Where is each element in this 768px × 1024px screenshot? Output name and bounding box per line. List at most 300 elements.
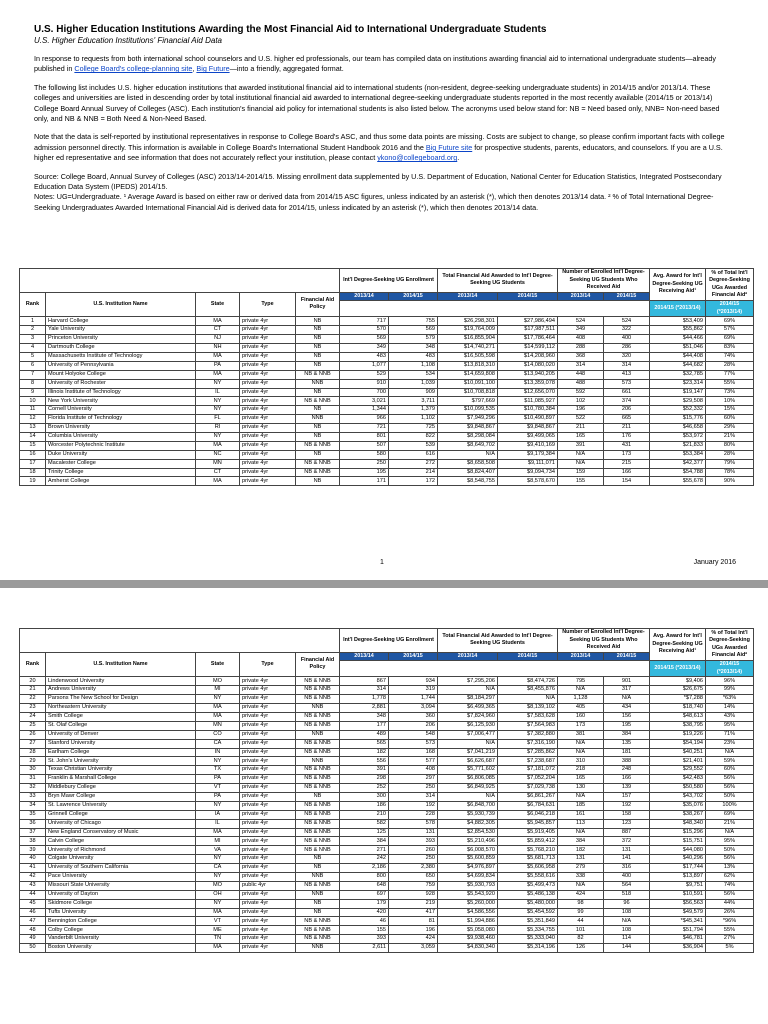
num-aided-2013-cell: 98 [558,899,604,908]
enrollment-2014-cell: 1,102 [389,415,438,424]
num-aided-2013-cell: 126 [558,944,604,953]
table-row [20,441,754,450]
num-aided-2013-cell: 99 [558,908,604,917]
policy-cell: NB [296,361,340,370]
avg-award-cell: $19,226 [650,730,706,739]
num-aided-2013-cell: 182 [558,846,604,855]
total-aid-2013-cell: $9,938,460 [438,935,498,944]
enrollment-2014-cell: 250 [389,855,438,864]
total-aid-2013-cell: $16,855,904 [438,335,498,344]
enrollment-2013-cell: 489 [340,730,389,739]
policy-cell: NB & NNB [296,468,340,477]
policy-cell: NB [296,792,340,801]
total-aid-2014-cell: $8,474,726 [498,677,558,686]
rank-cell: 37 [20,828,46,837]
state-cell: OH [196,890,240,899]
rank-cell: 44 [20,890,46,899]
total-aid-2013-cell: $6,806,085 [438,775,498,784]
enrollment-2013-cell: 529 [340,370,389,379]
pct-aided-header: % of Total Int'l Degree-Seeking UGs Awarded Financial Aid² [706,269,754,301]
total-aid-2014-cell: $6,861,267 [498,792,558,801]
institution-name-cell: Bryn Mawr College [46,792,196,801]
num-aided-2014-cell: 374 [604,397,650,406]
type-cell: private 4yr [240,792,296,801]
intro-text: —into a friendly, aggregated format. [229,64,344,74]
state-cell: CA [196,864,240,873]
type-cell: private 4yr [240,855,296,864]
state-cell: NY [196,379,240,388]
state-cell: NH [196,344,240,353]
table-row [20,828,754,837]
state-cell: CT [196,468,240,477]
enrollment-2014-cell: 81 [389,917,438,926]
table-row [20,686,754,695]
avg-award-cell: $49,579 [650,908,706,917]
rank-cell: 22 [20,695,46,704]
num-aided-2014-cell: 123 [604,819,650,828]
num-aided-2014-cell: 316 [604,864,650,873]
table-row [20,450,754,459]
institution-name-cell: Vanderbilt University [46,935,196,944]
type-cell: private 4yr [240,704,296,713]
rank-cell: 18 [20,468,46,477]
year-header: 2014/15 [498,292,558,301]
num-aided-2013-cell: 384 [558,837,604,846]
total-aid-2014-cell: $5,558,616 [498,872,558,881]
enrollment-2013-cell: 569 [340,335,389,344]
pct-aided-cell: N/A [706,748,754,757]
num-aided-2014-cell: 320 [604,352,650,361]
total-aid-2013-cell: $6,848,700 [438,801,498,810]
num-aided-2014-cell: 372 [604,837,650,846]
state-cell: MN [196,721,240,730]
table-row [20,908,754,917]
state-cell: PA [196,361,240,370]
rank-cell: 31 [20,775,46,784]
total-aid-2013-cell: $8,658,508 [438,459,498,468]
enrollment-2014-cell: 214 [389,468,438,477]
enrollment-2014-cell: 168 [389,748,438,757]
total-aid-2014-cell: $8,455,876 [498,686,558,695]
type-cell: private 4yr [240,908,296,917]
rank-cell: 16 [20,450,46,459]
avg-award-cell: $9,406 [650,677,706,686]
year-header: 2014/15 (*2013/14) [706,301,754,317]
total-aid-2013-cell: $4,882,305 [438,819,498,828]
enrollment-2013-cell: 252 [340,784,389,793]
policy-header: Financial Aid Policy [296,292,340,317]
enrollment-2014-cell: 297 [389,775,438,784]
num-aided-2014-cell: 166 [604,468,650,477]
avg-award-cell: $52,332 [650,406,706,415]
total-aid-2014-cell: $5,486,138 [498,890,558,899]
enrollment-2013-cell: 171 [340,477,389,486]
table-row [20,926,754,935]
enrollment-2014-cell: 250 [389,784,438,793]
state-cell: NY [196,432,240,441]
total-aid-2013-cell: N/A [438,792,498,801]
state-cell: NY [196,855,240,864]
state-cell: MA [196,441,240,450]
avg-award-cell: $35,076 [650,801,706,810]
policy-cell: NB [296,432,340,441]
institution-name-cell: Pace University [46,872,196,881]
total-aid-2014-cell: $7,181,072 [498,766,558,775]
num-aided-2013-cell: 185 [558,801,604,810]
total-aid-2014-cell: $5,768,210 [498,846,558,855]
num-aided-2014-cell: 206 [604,406,650,415]
policy-cell: NB [296,317,340,326]
total-aid-2014-cell: N/A [498,695,558,704]
policy-cell: NB & NNB [296,721,340,730]
pct-aided-cell: 50% [706,846,754,855]
policy-cell: NB & NNB [296,828,340,837]
table-row [20,855,754,864]
enrollment-2013-cell: 867 [340,677,389,686]
enrollment-2014-cell: 755 [389,317,438,326]
table-row [20,739,754,748]
rank-cell: 50 [20,944,46,953]
total-aid-2014-cell: $5,314,196 [498,944,558,953]
institution-name-cell: Texas Christian University [46,766,196,775]
policy-cell: NNB [296,890,340,899]
type-cell: private 4yr [240,441,296,450]
type-cell: private 4yr [240,424,296,433]
enrollment-2014-cell: 1,039 [389,379,438,388]
num-aided-2013-cell: 44 [558,917,604,926]
total-aid-2013-cell: $7,006,477 [438,730,498,739]
policy-cell: NB & NNB [296,837,340,846]
enrollment-2013-cell: 155 [340,926,389,935]
type-cell: private 4yr [240,326,296,335]
num-aided-2014-cell: 173 [604,450,650,459]
num-aided-2014-cell: 431 [604,441,650,450]
avg-award-cell: $51,046 [650,344,706,353]
enrollment-2014-cell: 579 [389,335,438,344]
pct-aided-cell: 71% [706,730,754,739]
num-aided-2014-cell: 573 [604,379,650,388]
avg-award-cell: $23,314 [650,379,706,388]
big-future-link[interactable]: Big Future [196,64,230,74]
pct-aided-cell: *63% [706,695,754,704]
table-row [20,317,754,326]
state-cell: MA [196,352,240,361]
table-row [20,432,754,441]
enrollment-2013-cell: 242 [340,855,389,864]
source-note: Source: College Board, Annual Survey of Colleges (ASC) 2013/14-2014/15. Missing enrollment data supplemented by U.S. Department of Education, National Center for Education Statistics, Integrated Postsecondary Education Data System (IPEDS) 2014/15. [34,171,722,192]
num-aided-2013-cell: 368 [558,352,604,361]
institution-name-cell: New York University [46,397,196,406]
institution-name-cell: St. Lawrence University [46,801,196,810]
rank-cell: 28 [20,748,46,757]
table-row [20,406,754,415]
institution-name-cell: Yale University [46,326,196,335]
intro-text: . [457,153,460,163]
pct-aided-cell: 83% [706,344,754,353]
total-aid-2014-cell: $5,334,755 [498,926,558,935]
type-cell: private 4yr [240,810,296,819]
pct-aided-cell: 69% [706,810,754,819]
enrollment-2013-cell: 580 [340,450,389,459]
year-header: 2014/15 [604,652,650,661]
rank-cell: 3 [20,335,46,344]
enrollment-2013-cell: 721 [340,424,389,433]
policy-cell: NB & NNB [296,397,340,406]
policy-cell: NB & NNB [296,801,340,810]
total-aid-2013-cell: $8,298,084 [438,432,498,441]
total-aid-2013-cell: $6,849,925 [438,784,498,793]
total-aid-2014-cell: $7,238,687 [498,757,558,766]
table-row [20,775,754,784]
policy-cell: NB [296,899,340,908]
spacer [340,301,650,317]
enrollment-header: Int'l Degree-Seeking UG Enrollment [340,269,438,293]
enrollment-2013-cell: 700 [340,388,389,397]
pct-aided-cell: 26% [706,908,754,917]
pct-aided-cell: 100% [706,801,754,810]
total-aid-2014-cell: $5,454,592 [498,908,558,917]
total-aid-2013-cell: $5,771,602 [438,766,498,775]
policy-cell: NB & NNB [296,739,340,748]
institution-name-cell: Andrews University [46,686,196,695]
avg-award-header: Avg. Award for Int'l Degree-Seeking UG Receiving Aid¹ [650,629,706,661]
table-row [20,388,754,397]
num-aided-2014-cell: 314 [604,361,650,370]
pct-aided-cell: 15% [706,406,754,415]
num-aided-2014-cell: 887 [604,828,650,837]
policy-cell: NNB [296,944,340,953]
year-header: 2013/14 [438,652,498,661]
num-aided-2014-cell: 139 [604,784,650,793]
type-cell: private 4yr [240,477,296,486]
total-aid-2014-cell: $14,080,020 [498,361,558,370]
pct-aided-cell: 21% [706,819,754,828]
table-row [20,846,754,855]
total-aid-2014-cell: $10,780,384 [498,406,558,415]
enrollment-2014-cell: 1,744 [389,695,438,704]
enrollment-2014-cell: 578 [389,819,438,828]
num-aided-2014-cell: 108 [604,926,650,935]
pct-aided-cell: 77% [706,370,754,379]
rank-cell: 1 [20,317,46,326]
table-row [20,899,754,908]
num-aided-2013-cell: 130 [558,784,604,793]
state-cell: VT [196,784,240,793]
rank-cell: 27 [20,739,46,748]
name-header: U.S. Institution Name [46,652,196,677]
total-aid-2014-cell: $9,094,734 [498,468,558,477]
pct-aided-cell: 28% [706,361,754,370]
pct-aided-cell: 69% [706,335,754,344]
enrollment-2013-cell: 1,778 [340,695,389,704]
rank-cell: 10 [20,397,46,406]
year-header: 2014/15 (*2013/14) [706,661,754,677]
table-row [20,370,754,379]
state-cell: NY [196,406,240,415]
num-aided-2014-cell: 144 [604,944,650,953]
num-aided-2014-cell: 388 [604,757,650,766]
total-aid-2014-cell: $7,382,880 [498,730,558,739]
type-cell: private 4yr [240,721,296,730]
year-header: 2013/14 [558,292,604,301]
pct-aided-cell: 50% [706,792,754,801]
pct-aided-cell: 79% [706,459,754,468]
total-aid-2014-cell: $7,285,862 [498,748,558,757]
enrollment-2014-cell: 534 [389,370,438,379]
type-cell: private 4yr [240,926,296,935]
type-cell: private 4yr [240,415,296,424]
enrollment-2013-cell: 565 [340,739,389,748]
pct-aided-cell: 5% [706,944,754,953]
year-header: 2014/15 [389,652,438,661]
pct-aided-cell: 60% [706,766,754,775]
avg-award-cell: $55,862 [650,326,706,335]
rank-cell: 39 [20,846,46,855]
spacer [340,661,650,677]
policy-cell: NB & NNB [296,459,340,468]
enrollment-2013-cell: 1,077 [340,361,389,370]
total-aid-2014-cell: $5,681,713 [498,855,558,864]
blank-header [20,629,340,653]
pct-aided-cell: 28% [706,450,754,459]
num-aided-2013-cell: 161 [558,810,604,819]
enrollment-2013-cell: 46 [340,917,389,926]
state-header: State [196,652,240,677]
num-aided-2014-cell: 154 [604,477,650,486]
total-aid-2013-cell: $7,824,960 [438,712,498,721]
type-cell: private 4yr [240,352,296,361]
type-cell: private 4yr [240,730,296,739]
type-cell: private 4yr [240,317,296,326]
rank-cell: 25 [20,721,46,730]
avg-award-cell: $10,591 [650,890,706,899]
num-aided-2014-cell: 135 [604,739,650,748]
rank-cell: 47 [20,917,46,926]
institution-name-cell: Dartmouth College [46,344,196,353]
big-future-site-link[interactable]: Big Future site [425,142,473,152]
total-aid-2013-cell: $5,930,793 [438,881,498,890]
state-cell: MA [196,712,240,721]
enrollment-2013-cell: 177 [340,721,389,730]
pct-aided-cell: 27% [706,935,754,944]
enrollment-2014-cell: 393 [389,837,438,846]
total-aid-2014-cell: $5,333,040 [498,935,558,944]
table-row [20,784,754,793]
enrollment-2013-cell: 2,611 [340,944,389,953]
total-aid-2014-cell: $7,564,983 [498,721,558,730]
institution-name-cell: Harvard College [46,317,196,326]
num-aided-2014-cell: 286 [604,344,650,353]
pct-aided-cell: 60% [706,415,754,424]
num-aided-2013-cell: 310 [558,757,604,766]
avg-award-cell: $29,508 [650,397,706,406]
enrollment-2013-cell: 556 [340,757,389,766]
rank-header: Rank [20,292,46,317]
enrollment-2013-cell: 483 [340,352,389,361]
table-row [20,837,754,846]
total-aid-2013-cell: $9,848,867 [438,424,498,433]
num-aided-2014-cell: 176 [604,432,650,441]
type-cell: private 4yr [240,739,296,748]
pct-aided-cell: 95% [706,837,754,846]
pct-aided-cell: 99% [706,686,754,695]
enrollment-2014-cell: 3,059 [389,944,438,953]
enrollment-2013-cell: 210 [340,810,389,819]
page-date: January 2016 [693,559,736,566]
year-header: 2014/15 (*2013/14) [650,661,706,677]
contact-email-link[interactable]: ykono@collegeboard.org [377,153,458,163]
pct-aided-cell: 56% [706,775,754,784]
type-cell: private 4yr [240,864,296,873]
avg-award-cell: $54,788 [650,468,706,477]
enrollment-2013-cell: 125 [340,828,389,837]
year-header: 2013/14 [340,292,389,301]
enrollment-2014-cell: 548 [389,730,438,739]
num-aided-2014-cell: 141 [604,855,650,864]
institution-name-cell: Middlebury College [46,784,196,793]
table-row [20,477,754,486]
num-aided-2014-cell: 434 [604,704,650,713]
state-cell: CO [196,730,240,739]
table-row [20,801,754,810]
num-aided-2013-cell: N/A [558,450,604,459]
state-cell: NY [196,397,240,406]
institution-name-cell: Cornell University [46,406,196,415]
avg-award-cell: $48,613 [650,712,706,721]
pct-aided-cell: 13% [706,864,754,873]
avg-award-cell: $44,408 [650,352,706,361]
college-planning-link[interactable]: College Board's college-planning site [74,64,193,74]
num-aided-2013-cell: 381 [558,730,604,739]
type-cell: private 4yr [240,837,296,846]
table-row [20,335,754,344]
policy-cell: NB [296,388,340,397]
avg-award-cell: $55,678 [650,477,706,486]
policy-cell: NB & NNB [296,766,340,775]
type-cell: private 4yr [240,335,296,344]
institution-name-cell: Duke University [46,450,196,459]
pct-aided-cell: 80% [706,441,754,450]
table-row [20,766,754,775]
num-aided-2014-cell: 157 [604,792,650,801]
num-aided-2014-cell: 317 [604,686,650,695]
type-cell: private 4yr [240,757,296,766]
enrollment-2014-cell: 3,094 [389,704,438,713]
enrollment-2013-cell: 910 [340,379,389,388]
policy-cell: NNB [296,757,340,766]
total-aid-2013-cell: $4,830,340 [438,944,498,953]
pct-aided-cell: *96% [706,917,754,926]
notes: Notes: UG=Undergraduate. ¹ Average Award is based on either raw or derived data from 2014/15 ASC figures, unless indicated by an asterisk (*), which then denotes 2013/14 data. ² % of Total International Degree-Seeking Undergraduates Awarded International Financial Aid is derived data for 2014/15, unless indicated by an asterisk (*), which then denotes 2013/14 data. [34,192,714,212]
pct-aided-cell: 56% [706,855,754,864]
type-cell: private 4yr [240,899,296,908]
avg-award-cell: $42,377 [650,459,706,468]
table-row [20,361,754,370]
avg-award-cell: $42,483 [650,775,706,784]
institution-name-cell: University of Chicago [46,819,196,828]
table-row [20,730,754,739]
policy-cell: NB [296,335,340,344]
table-row [20,704,754,713]
table-row [20,881,754,890]
policy-cell: NB & NNB [296,784,340,793]
state-cell: NC [196,450,240,459]
num-aided-2014-cell: 96 [604,899,650,908]
rank-cell: 11 [20,406,46,415]
avg-award-cell: $54,194 [650,739,706,748]
enrollment-2013-cell: 3,021 [340,397,389,406]
num-aided-2014-cell: 400 [604,335,650,344]
